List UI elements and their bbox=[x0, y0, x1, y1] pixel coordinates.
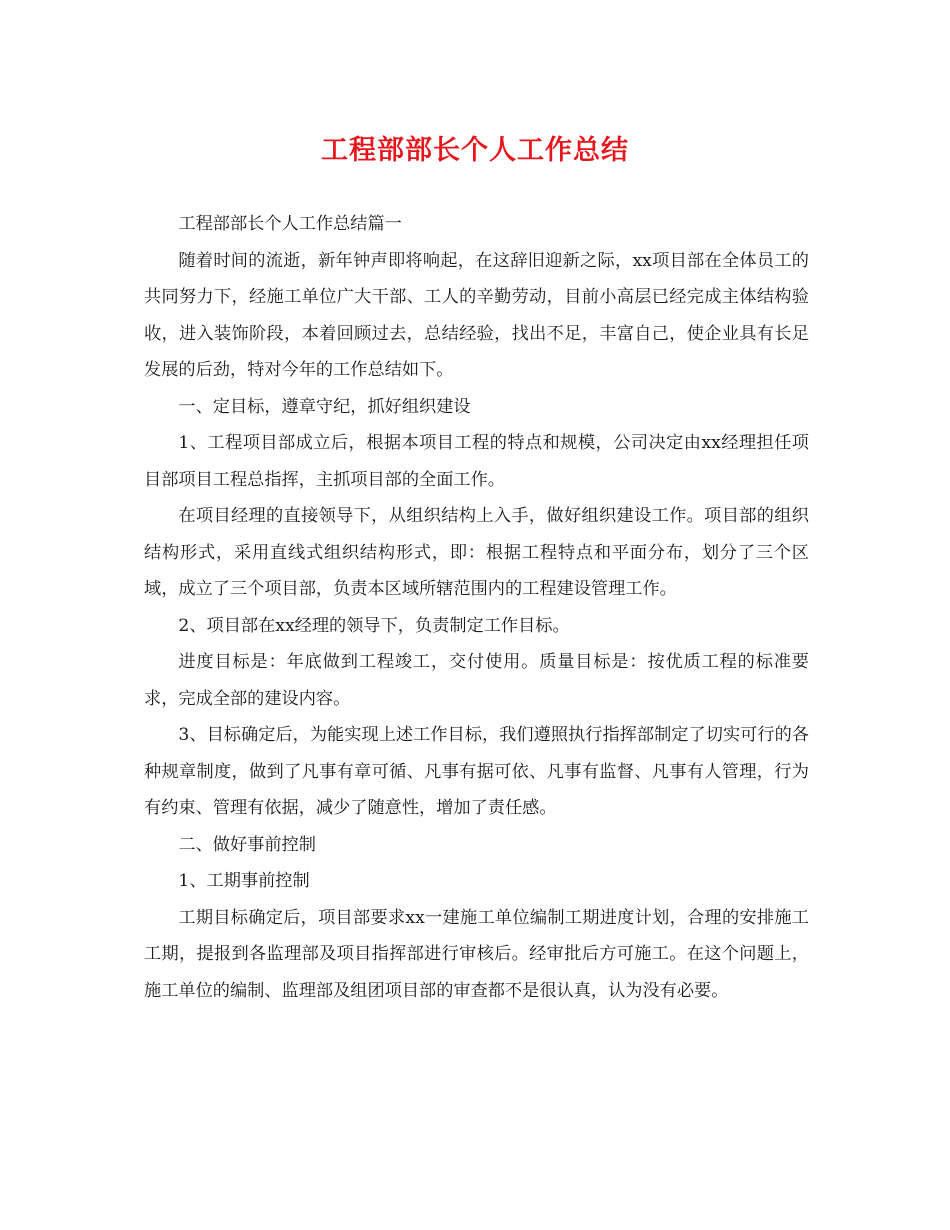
body-paragraph: 工期目标确定后，项目部要求xx一建施工单位编制工期进度计划，合理的安排施工工期，提报到各监理部及项目指挥部进行审核后。经审批后方可施工。在这个问题上，施工单位的编制、监理部及组团项目部的审查都不是很认真，认为没有必要。 bbox=[144, 907, 809, 1001]
subtitle-paragraph: 工程部部长个人工作总结篇一 bbox=[178, 214, 402, 234]
document-title: 工程部部长个人工作总结 bbox=[321, 135, 629, 166]
body-paragraph: 3、目标确定后，为能实现上述工作目标，我们遵照执行指挥部制定了切实可行的各种规章制度，做到了凡事有章可循、凡事有据可依、凡事有监督、凡事有人管理，行为有约束、管理有依据，减少了随意性，增加了责任感。 bbox=[144, 725, 809, 818]
document-body bbox=[144, 206, 809, 1009]
section-heading: 二、做好事前控制 bbox=[178, 834, 316, 855]
section-heading: 一、定目标，遵章守纪，抓好组织建设 bbox=[178, 396, 471, 417]
body-paragraph: 1、工程项目部成立后，根据本项目工程的特点和规模，公司决定由xx经理担任项目部项目工程总指挥，主抓项目部的全面工作。 bbox=[144, 433, 809, 490]
body-paragraph: 2、项目部在xx经理的领导下，负责制定工作目标。 bbox=[178, 615, 570, 636]
body-paragraph: 随着时间的流逝，新年钟声即将响起，在这辞旧迎新之际，xx项目部在全体员工的共同努力下，经施工单位广大干部、工人的辛勤劳动，目前小高层已经完成主体结构验收，进入装饰阶段，本着回顾过去，总结经验，找出不足，丰富自己，使企业具有长足发展的后劲，特对今年的工作总结如下。 bbox=[144, 250, 809, 380]
body-paragraph: 在项目经理的直接领导下，从组织结构上入手，做好组织建设工作。项目部的组织结构形式，采用直线式组织结构形式，即：根据工程特点和平面分布，划分了三个区域，成立了三个项目部，负责本区域所辖范围内的工程建设管理工作。 bbox=[144, 506, 809, 599]
body-paragraph: 进度目标是：年底做到工程竣工，交付使用。质量目标是：按优质工程的标准要求，完成全部的建设内容。 bbox=[144, 652, 809, 709]
subsection-heading: 1、工期事前控制 bbox=[178, 871, 310, 891]
